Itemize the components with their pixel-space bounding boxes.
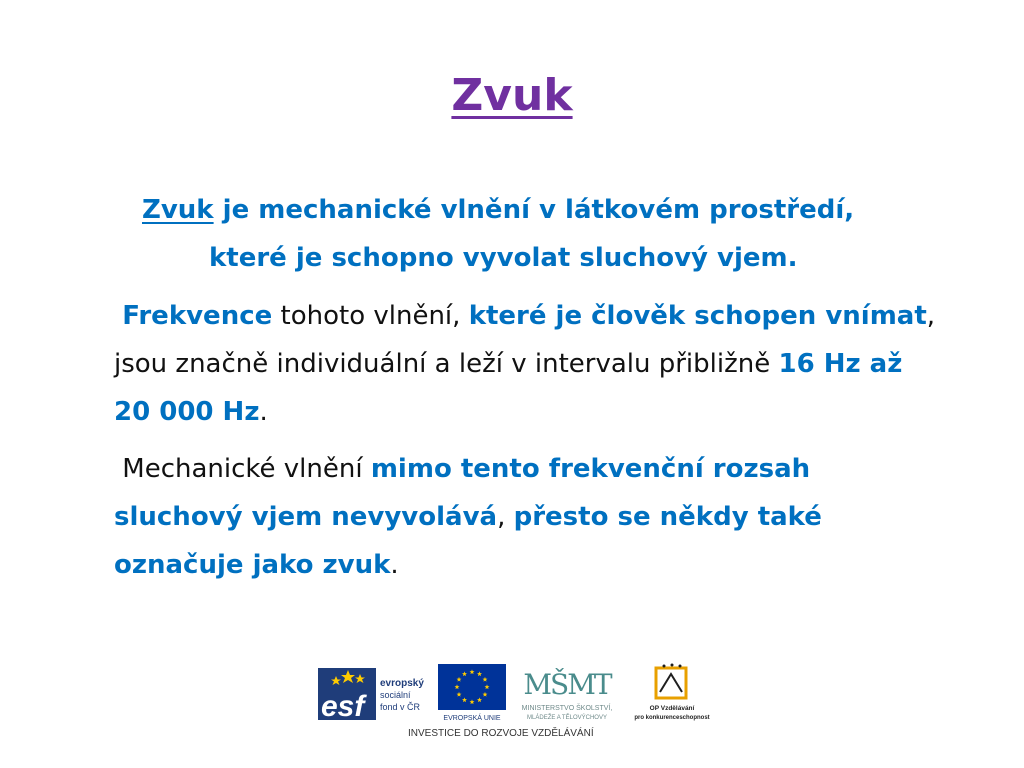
svg-text:esf: esf	[321, 690, 365, 722]
op-logo	[626, 662, 718, 722]
mechanical-paragraph	[114, 445, 944, 589]
svg-text:pro konkurenceschopnost: pro konkurenceschopnost	[634, 715, 710, 721]
slide-title: Zvuk	[451, 70, 573, 121]
logo-strip	[318, 660, 718, 750]
msmt-logo	[510, 662, 624, 722]
msmt-emblem-icon	[510, 662, 624, 722]
svg-text:fond v ČR: fond v ČR	[380, 702, 421, 712]
definition-text-1: je mechanické vlnění v látkovém prostředí,	[213, 195, 855, 225]
svg-text:MINISTERSTVO ŠKOLSTVÍ,: MINISTERSTVO ŠKOLSTVÍ,	[521, 705, 613, 712]
esf-emblem-icon	[318, 664, 434, 722]
svg-text:sociální: sociální	[380, 690, 411, 700]
op-emblem-icon	[626, 662, 718, 722]
mechanical-text-3: .	[390, 550, 399, 580]
frequency-text-1: tohoto vlnění,	[272, 301, 469, 331]
definition-text-2: které je schopno vyvolat sluchový vjem.	[209, 243, 798, 273]
footer-investice: INVESTICE DO ROZVOJE VZDĚLÁVÁNÍ	[408, 728, 594, 739]
frequency-paragraph	[114, 292, 944, 436]
definition-paragraph	[142, 186, 962, 282]
svg-text:MLÁDEŽE A TĚLOVÝCHOVY: MLÁDEŽE A TĚLOVÝCHOVY	[527, 715, 607, 721]
svg-text:OP Vzdělávání: OP Vzdělávání	[649, 705, 695, 712]
term-zvuk: Zvuk	[142, 195, 214, 225]
mechanical-bold-1: mimo tento frekvenční rozsah sluchový vjem nevyvolává	[114, 454, 811, 532]
esf-logo	[318, 664, 434, 722]
eu-logo	[438, 664, 506, 722]
eu-flag-icon	[438, 664, 506, 722]
svg-text:EVROPSKÁ UNIE: EVROPSKÁ UNIE	[443, 715, 501, 722]
mechanical-text-1: Mechanické vlnění	[122, 454, 371, 484]
frequency-bold-1: které je člověk schopen vnímat	[468, 301, 927, 331]
frequency-text-2: , jsou značně individuální a leží v intervalu přibližně	[114, 301, 936, 379]
svg-text:MŠMT: MŠMT	[523, 668, 611, 701]
mechanical-text-2: ,	[497, 502, 514, 532]
frequency-text-3: .	[259, 397, 268, 427]
mechanical-bold-2: přesto se někdy také označuje jako zvuk	[114, 502, 822, 580]
svg-text:evropský: evropský	[380, 678, 424, 689]
frequency-range: 16 Hz až 20 000 Hz	[114, 349, 903, 427]
term-frekvence: Frekvence	[122, 301, 273, 331]
